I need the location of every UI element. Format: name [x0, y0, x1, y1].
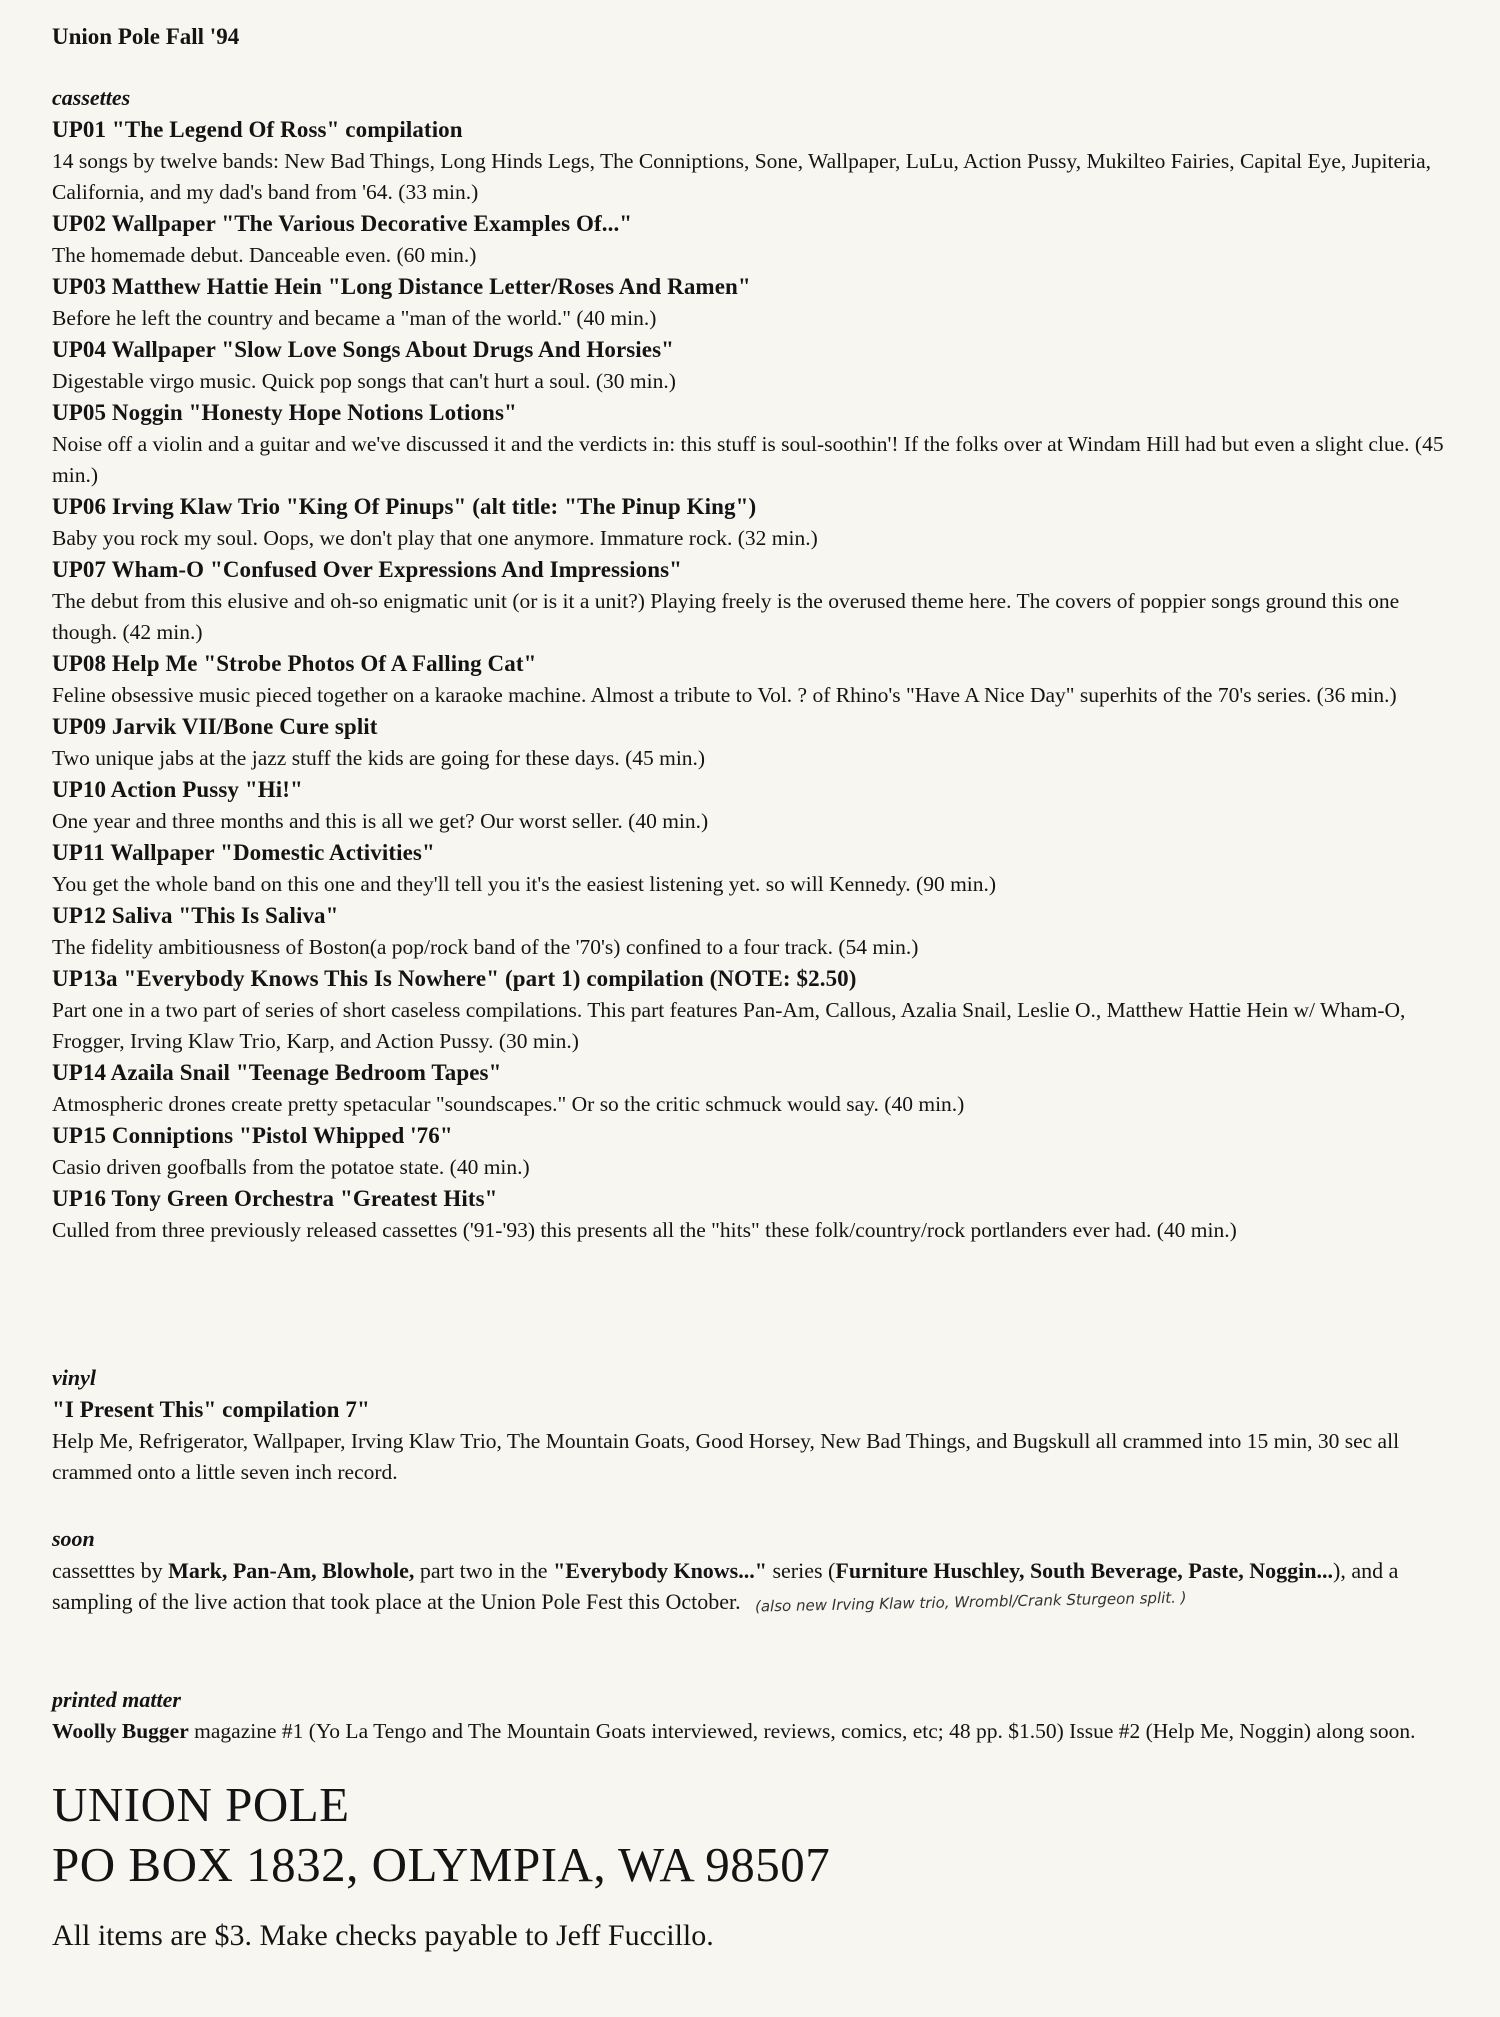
cassette-title: UP06 Irving Klaw Trio "King Of Pinups" (alt title: "The Pinup King"): [52, 494, 757, 519]
cassette-entry: [52, 1183, 1447, 1246]
handwritten-note: (also new Irving Klaw trio, Wrombl/Crank Sturgeon split. ): [754, 1588, 1187, 1616]
cassette-title: UP16 Tony Green Orchestra "Greatest Hits": [52, 1186, 498, 1211]
cassette-entry: [52, 114, 1447, 208]
catalog-title: Union Pole Fall '94: [52, 24, 240, 49]
vinyl-description: Help Me, Refrigerator, Wallpaper, Irving Klaw Trio, The Mountain Goats, Good Horsey, New Bad Things, and Bugskull all crammed into 15 min, 30 sec all crammed onto a little seven inch record.: [52, 1429, 1400, 1484]
cassette-entry: [52, 554, 1447, 648]
cassette-description: One year and three months and this is all we get? Our worst seller. (40 min.): [52, 809, 709, 833]
cassette-entry: [52, 774, 1447, 837]
cassette-entry: [52, 837, 1447, 900]
soon-section: [52, 1523, 1447, 1618]
cassette-title: UP11 Wallpaper "Domestic Activities": [52, 840, 435, 865]
cassettes-section: [52, 82, 1447, 1246]
cassette-title: UP09 Jarvik VII/Bone Cure split: [52, 714, 378, 739]
cassette-entry: [52, 1120, 1447, 1183]
section-heading-vinyl: vinyl: [52, 1365, 96, 1390]
cassette-title: UP05 Noggin "Honesty Hope Notions Lotions": [52, 400, 517, 425]
cassette-description: You get the whole band on this one and they'll tell you it's the easiest listening yet. so will Kennedy. (90 min.): [52, 872, 997, 896]
cassette-entry: [52, 963, 1447, 1057]
mailing-address: PO BOX 1832, OLYMPIA, WA 98507: [52, 1837, 831, 1892]
section-heading-printed-matter: printed matter: [52, 1687, 181, 1712]
cassette-title: UP15 Conniptions "Pistol Whipped '76": [52, 1123, 453, 1148]
cassette-title: UP01 "The Legend Of Ross" compilation: [52, 117, 463, 142]
cassette-entry: [52, 208, 1447, 271]
cassette-description: Casio driven goofballs from the potatoe state. (40 min.): [52, 1155, 530, 1179]
cassette-entry: [52, 900, 1447, 963]
soon-description: [52, 1555, 1447, 1618]
cassette-description: Atmospheric drones create pretty spetacular "soundscapes." Or so the critic schmuck would say. (40 min.): [52, 1092, 965, 1116]
cassette-description: Noise off a violin and a guitar and we've discussed it and the verdicts in: this stuff is soul-soothin'! If the folks over at Windam Hill had but even a slight clue. (45 min.): [52, 432, 1444, 487]
cassette-description: Digestable virgo music. Quick pop songs that can't hurt a soul. (30 min.): [52, 369, 676, 393]
section-heading-cassettes: cassettes: [52, 85, 131, 110]
cassette-title: UP02 Wallpaper "The Various Decorative Examples Of...": [52, 211, 633, 236]
soon-bold-3: Furniture Huschley, South Beverage, Paste, Noggin...: [835, 1558, 1334, 1583]
cassette-description: The homemade debut. Danceable even. (60 min.): [52, 243, 477, 267]
cassette-title: UP13a "Everybody Knows This Is Nowhere" (part 1) compilation (NOTE: $2.50): [52, 966, 857, 991]
soon-text-1: cassetttes by: [52, 1558, 169, 1583]
cassette-description: Baby you rock my soul. Oops, we don't play that one anymore. Immature rock. (32 min.): [52, 526, 818, 550]
cassette-description: The debut from this elusive and oh-so enigmatic unit (or is it a unit?) Playing freely is the overused theme here. The covers of poppier songs ground this one though. (42 min.): [52, 589, 1400, 644]
cassette-title: UP08 Help Me "Strobe Photos Of A Falling Cat": [52, 651, 537, 676]
cassette-entry: [52, 711, 1447, 774]
cassette-title: UP12 Saliva "This Is Saliva": [52, 903, 339, 928]
cassette-entry: [52, 397, 1447, 491]
printed-matter-text: magazine #1 (Yo La Tengo and The Mountain Goats interviewed, reviews, comics, etc; 48 pp. $1.50) Issue #2 (Help Me, Noggin) along soon.: [188, 1719, 1416, 1743]
label-name: UNION POLE: [52, 1777, 350, 1832]
soon-bold-2: "Everybody Knows...": [553, 1558, 767, 1583]
cassette-entry: [52, 271, 1447, 334]
magazine-name: Woolly Bugger: [52, 1719, 189, 1743]
cassette-entry: [52, 1057, 1447, 1120]
cassette-description: Two unique jabs at the jazz stuff the kids are going for these days. (45 min.): [52, 746, 706, 770]
cassette-title: UP10 Action Pussy "Hi!": [52, 777, 303, 802]
vinyl-section: [52, 1362, 1447, 1488]
cassette-description: Part one in a two part of series of short caseless compilations. This part features Pan-Am, Callous, Azalia Snail, Leslie O., Matthew Hattie Hein w/ Wham-O, Frogger, Irving Klaw Trio, Karp, and Action Pussy. (30 min.): [52, 998, 1406, 1053]
cassette-title: UP14 Azaila Snail "Teenage Bedroom Tapes": [52, 1060, 502, 1085]
soon-text-2: part two in the: [414, 1558, 554, 1583]
cassette-title: UP03 Matthew Hattie Hein "Long Distance Letter/Roses And Ramen": [52, 274, 751, 299]
cassette-title: UP04 Wallpaper "Slow Love Songs About Drugs And Horsies": [52, 337, 675, 362]
cassette-title: UP07 Wham-O "Confused Over Expressions And Impressions": [52, 557, 683, 582]
cassette-description: Feline obsessive music pieced together on a karaoke machine. Almost a tribute to Vol. ? of Rhino's "Have A Nice Day" superhits of the 70's series. (36 min.): [52, 683, 1397, 707]
cassette-description: Culled from three previously released cassettes ('91-'93) this presents all the "hits" these folk/country/rock portlanders ever had. (40 min.): [52, 1218, 1237, 1242]
soon-text-4: ), and a sampling of the live action that took place at the Union Pole Fest this October.: [52, 1558, 1399, 1614]
cassette-entry: [52, 648, 1447, 711]
vinyl-title: "I Present This" compilation 7": [52, 1397, 370, 1422]
pricing-note: All items are $3. Make checks payable to Jeff Fuccillo.: [52, 1919, 714, 1952]
cassette-entry: [52, 334, 1447, 397]
cassette-description: 14 songs by twelve bands: New Bad Things, Long Hinds Legs, The Conniptions, Sone, Wallpaper, LuLu, Action Pussy, Mukilteo Fairies, Capital Eye, Jupiteria, California, and my dad's band from '64. (33 min.): [52, 149, 1432, 204]
cassette-entry: [52, 491, 1447, 554]
cassette-description: The fidelity ambitiousness of Boston(a pop/rock band of the '70's) confined to a four track. (54 min.): [52, 935, 919, 959]
printed-matter-description: [52, 1716, 1447, 1747]
cassette-list: [52, 114, 1447, 1246]
soon-bold-1: Mark, Pan-Am, Blowhole,: [168, 1558, 415, 1583]
section-heading-soon: soon: [52, 1526, 95, 1551]
soon-text-3: series (: [766, 1558, 836, 1583]
cassette-description: Before he left the country and became a "man of the world." (40 min.): [52, 306, 657, 330]
printed-matter-section: [52, 1684, 1447, 1747]
